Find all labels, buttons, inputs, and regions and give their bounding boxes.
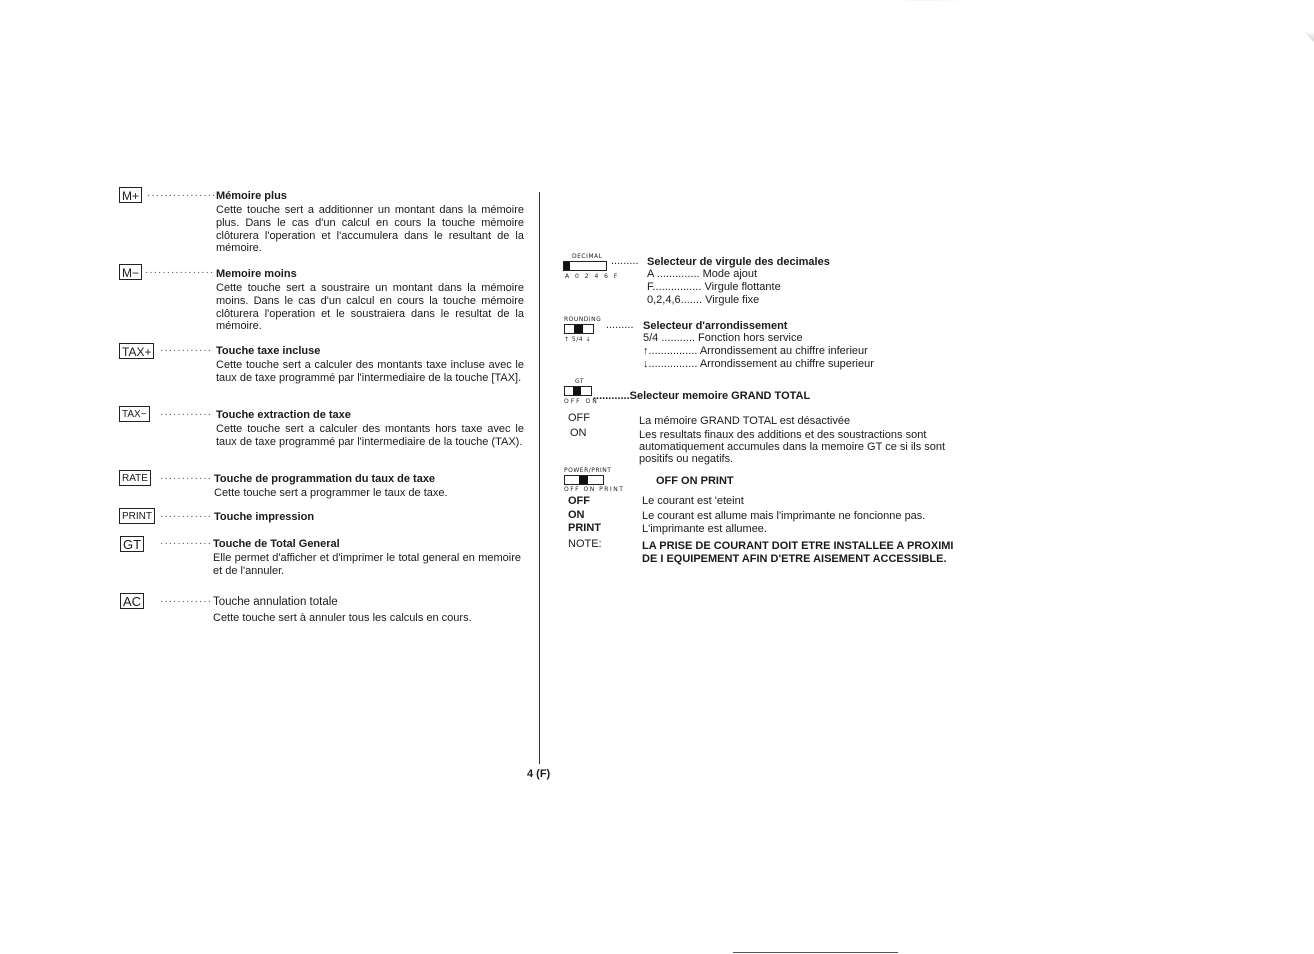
leader-dots: ············ [160,473,212,484]
note-label: NOTE: [568,538,602,550]
entry-description: Cette touche sert a calculer des montants taxe incluse avec le taux de taxe programmé par l'intermediaire de la touche [TAX]. [216,359,524,384]
tax-minus-key-icon: TAX− [119,406,150,422]
entry-description: Cette touche sert à annuler tous les calculs en cours. [213,612,472,624]
entry-title: Touche annulation totale [213,596,338,608]
note-line-1: LA PRISE DE COURANT DOIT ETRE INSTALLEE A PROXIMI [642,540,954,552]
page-number: 4 (F) [527,768,551,780]
m-minus-key-icon: M− [119,264,142,280]
decimal-selector-title: Selecteur de virgule des decimales [647,256,830,268]
power-print-switch-icon [564,475,604,485]
note-line-2: DE I EQUIPEMENT AFIN D'ETRE AISEMENT ACCESSIBLE. [642,553,947,565]
gt-switch-label: GT [575,378,585,385]
power-on-text: Le courant est allume mais l'imprimante ne foncionne pas. [642,510,926,522]
entry-title: Touche impression [214,511,315,523]
leader-dots: ············ [160,345,212,356]
decimal-option-row: F................ Virgule flottante [647,281,781,293]
leader-dots: ············ [160,596,212,607]
rounding-switch-positions: ↑ 5/4 ↓ [564,336,592,343]
leader-dots: ......... [606,319,634,331]
rounding-option-row: ↓................ Arrondissement au chiffre superieur [643,358,874,370]
power-print-text: L'imprimante est allumee. [642,523,767,535]
gt-key-icon: GT [120,536,144,552]
rounding-option-row: 5/4 ........... Fonction hors service [643,332,803,344]
power-print-switch-positions: OFF ON PRINT [564,486,625,493]
rounding-option-row: ↑................ Arrondissement au chiffre inferieur [643,345,868,357]
entry-title: Mémoire plus [216,190,287,202]
leader-dots: ············ [160,409,212,420]
entry-description: Cette touche sert a soustraire un montant dans la mémoire moins. Dans le cas d'un calcul en cours la touche mémoire clôturera l'operation et le soustraiera dans le resultat de la mémoire. [216,282,524,333]
decimal-switch-positions: A 0 2 4 6 F [565,273,620,280]
power-print-title: OFF ON PRINT [656,475,734,487]
leader-dots: ············ [160,511,212,522]
leader-dots: ················ [145,267,215,278]
gt-off-text: La mémoire GRAND TOTAL est désactivée [639,415,851,427]
power-print-switch-label: POWER/PRINT [564,467,612,474]
entry-description: Cette touche sert a programmer le taux de taxe. [214,487,448,499]
m-plus-key-icon: M+ [119,187,142,203]
entry-title: Memoire moins [216,268,297,280]
entry-title: Touche taxe incluse [216,345,321,357]
power-print-label: PRINT [568,522,601,534]
gt-selector-title: ............Selecteur memoire GRAND TOTAL [593,390,811,402]
gt-on-text: Les resultats finaux des additions et des soustractions sont automatiquement accumules dans la memoire GT ce si ils sont positifs ou negatifs. [639,429,946,465]
leader-dots: ......... [611,255,639,267]
gt-off-label: OFF [568,412,590,424]
ac-key-icon: AC [120,593,144,609]
print-key-icon: PRINT [119,508,155,524]
rate-key-icon: RATE [119,470,151,486]
entry-title: Touche extraction de taxe [216,409,351,421]
gt-switch-positions: OFF ON [564,398,599,405]
decimal-option-row: 0,2,4,6....... Virgule fixe [647,294,760,306]
rounding-switch-label: ROUNDING [564,316,602,323]
leader-dots: ············ [160,538,212,549]
rounding-selector-title: Selecteur d'arrondissement [643,320,788,332]
page-corner-shadow [894,0,1314,42]
decimal-switch-label: DECIMAL [572,253,603,260]
entry-description: Cette touche sert a calculer des montants hors taxe avec le taux de taxe programmé par l'intermediaire de la touche (TAX). [216,423,524,448]
power-off-label: OFF [568,495,590,507]
leader-dots: ················ [147,190,217,201]
entry-description: Elle permet d'afficher et d'imprimer le total general en memoire et de l'annuler. [213,552,521,577]
entry-description: Cette touche sert a additionner un montant dans la mémoire plus. Dans le cas d'un calcul en cours la touche mémoire clôturera l'operation et l'accumulera dans le resultant de la mémoire. [216,204,524,255]
entry-title: Touche de programmation du taux de taxe [214,473,436,485]
decimal-switch-icon [563,261,607,271]
entry-title: Touche de Total General [213,538,340,550]
rounding-switch-icon [564,324,594,334]
gt-switch-icon [564,386,592,396]
tax-plus-key-icon: TAX+ [119,343,154,359]
power-on-label: ON [568,509,585,521]
power-off-text: Le courant est 'eteint [642,495,744,507]
footer-rule [733,952,898,953]
decimal-option-row: A .............. Mode ajout [647,268,758,280]
gt-on-label: ON [570,427,587,439]
column-divider [539,192,540,764]
